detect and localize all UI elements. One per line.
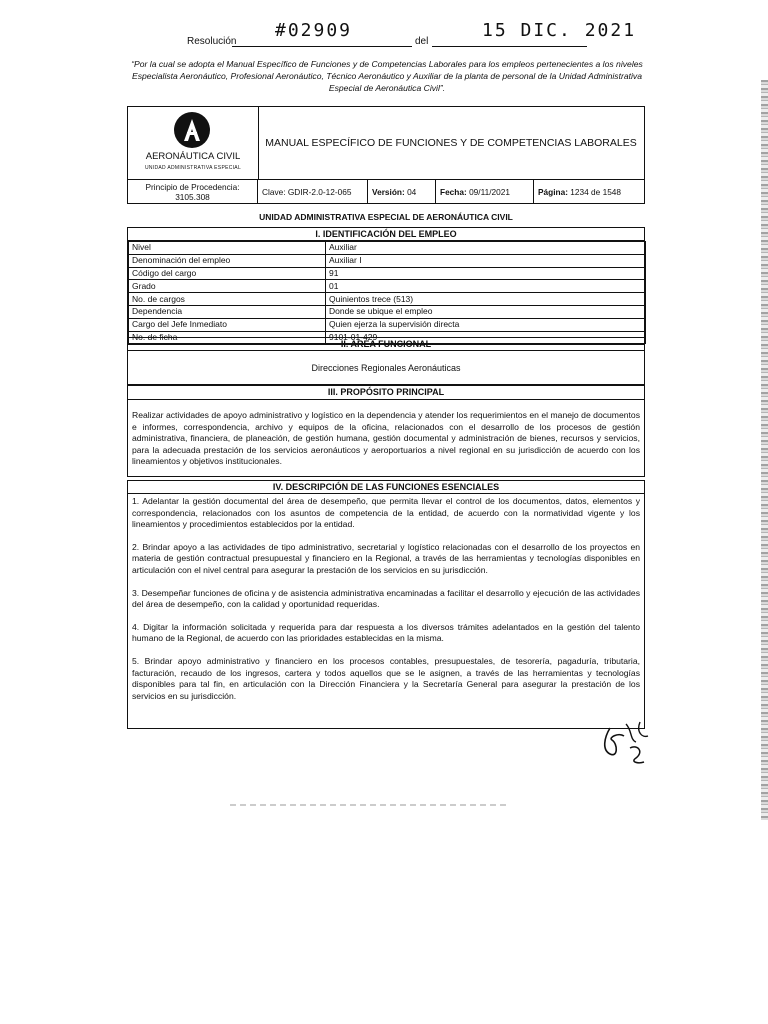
manual-title: MANUAL ESPECÍFICO DE FUNCIONES Y DE COMPETENCIAS LABORALES	[265, 137, 637, 149]
identification-label: Dependencia	[129, 305, 326, 318]
area-section	[127, 337, 645, 385]
identification-value: Auxiliar I	[326, 254, 646, 267]
area-value: Direcciones Regionales Aeronáuticas	[311, 363, 461, 373]
fecha-label: Fecha:	[440, 186, 467, 197]
function-item: 3. Desempeñar funciones de oficina y de asistencia administrativa encaminadas a facilitar el desarrollo y ejecución de las actividades del área de desempeño, con la calidad y oportunidad requeridas.	[132, 587, 640, 610]
pagina-value: 1234 de 1548	[570, 186, 622, 197]
identification-row	[129, 254, 646, 267]
version-label: Versión:	[372, 186, 405, 197]
resolution-number: #02909	[275, 20, 353, 41]
version-value: 04	[407, 186, 417, 197]
functions-title: IV. DESCRIPCIÓN DE LAS FUNCIONES ESENCIALES	[128, 481, 644, 494]
area-title: II. AREA FUNCIONAL	[128, 338, 644, 351]
functions-section	[127, 480, 645, 729]
identification-label: Grado	[129, 280, 326, 293]
identification-label: Cargo del Jefe Inmediato	[129, 318, 326, 331]
purpose-section	[127, 385, 645, 477]
org-subtitle: UNIDAD ADMINISTRATIVA ESPECIAL	[144, 165, 242, 171]
identification-label: Denominación del empleo	[129, 254, 326, 267]
unit-title: UNIDAD ADMINISTRATIVA ESPECIAL DE AERONÁUTICA CIVIL	[259, 212, 513, 222]
identification-row	[129, 267, 646, 280]
document-header	[127, 106, 645, 204]
identification-title: I. IDENTIFICACIÓN DEL EMPLEO	[128, 228, 644, 241]
identification-label: No. de ficha	[129, 331, 326, 344]
fecha-value: 09/11/2021	[469, 186, 510, 197]
identification-row	[129, 280, 646, 293]
function-item: 4. Digitar la información solicitada y requerida para dar respuesta a los diversos trámites adelantados en la gestión del talento humano de la Regional, de acuerdo con las prioridades establecidas en la misma.	[132, 621, 640, 644]
intro-text: “Por la cual se adopta el Manual Específico de Funciones y de Competencias Laborales para los empleos pertenecientes a los niveles Especialista Aeronáutico, Profesional Aeronáutico, Técnico Aeronáutico y Auxiliar de la planta de personal de la Unidad Administrativa Especial de Aeronáutica Civil”.	[131, 59, 643, 93]
identification-table	[128, 241, 646, 344]
fecha-cell	[436, 180, 534, 203]
functions-list	[128, 494, 644, 702]
identification-value: Quinientos trece (513)	[326, 293, 646, 306]
identification-row	[129, 293, 646, 306]
purpose-text: Realizar actividades de apoyo administrativo y logístico en la dependencia y atender los requerimientos en el manejo de documentos e informes, correspondencia, archivo y equipos de la oficina, relacionados con el desarrollo de los procesos de gestión administrativa, financiera, de planeación, de gestión humana, gestión documental y administración de bienes, recursos y servicios, para la adecuada prestación de los servicios aeronáuticos y aeroportuarios a nivel regional en su jurisdicción de acuerdo con los lineamientos y objetivos institucionales.	[132, 410, 640, 467]
identification-value: 91	[326, 267, 646, 280]
function-item: 2. Brindar apoyo a las actividades de tipo administrativo, secretarial y logístico relacionadas con el desarrollo de los proyectos en materia de gestión contractual presupuestal y financiero en la Regional, a través de las herramientas y tecnologías disponibles en articulación con el nivel central para asegurar la prestación de los servicios en su jurisdicción.	[132, 541, 640, 575]
purpose-title: III. PROPÓSITO PRINCIPAL	[128, 386, 644, 400]
resolution-label: Resolución	[187, 36, 237, 47]
version-cell	[368, 180, 436, 203]
org-name: AERONÁUTICA CIVIL	[145, 151, 241, 162]
clave: Clave: GDIR-2.0-12-065	[258, 180, 368, 203]
pagina-cell	[534, 180, 644, 203]
date-underline	[432, 46, 587, 47]
identification-value: 01	[326, 280, 646, 293]
pagina-label: Página:	[538, 186, 568, 197]
identification-label: Código del cargo	[129, 267, 326, 280]
identification-row	[129, 242, 646, 255]
identification-value: Quien ejerza la supervisión directa	[326, 318, 646, 331]
function-item: 1. Adelantar la gestión documental del área de desempeño, que permita llevar el control de los documentos, datos, elementos y correspondencia, relacionados con los asuntos de competencia de la entidad, de acuerdo con la normatividad vigente y los lineamientos y procedimientos establecidos por la entidad.	[132, 496, 640, 530]
identification-value: Auxiliar	[326, 242, 646, 255]
header-meta-row	[128, 179, 644, 203]
date-label: del	[415, 36, 429, 47]
identification-label: Nivel	[129, 242, 326, 255]
principio-procedencia: Principio de Procedencia: 3105.308	[128, 180, 258, 203]
aerocivil-logo-icon	[173, 111, 211, 149]
identification-label: No. de cargos	[129, 293, 326, 306]
function-item: 5. Brindar apoyo administrativo y financiero en los procesos contables, presupuestales, de tesorería, pagaduría, tributaria, facturación, recaudo de los ingresos, cartera y todos aquellos que se le asignen, a través de las herramientas y tecnologías disponibles para tal fin, en articulación con la Dirección Financiera y la Secretaría General para asegurar la prestación de los servicios en su jurisdicción.	[132, 655, 640, 701]
identification-row	[129, 305, 646, 318]
identification-value: Donde se ubique el empleo	[326, 305, 646, 318]
logo-cell	[128, 107, 259, 179]
signature-initials	[596, 718, 666, 768]
scan-artifact	[230, 804, 510, 806]
scan-edge	[761, 80, 768, 820]
resolution-date: 15 DIC. 2021	[482, 20, 637, 41]
resolution-underline	[232, 46, 412, 47]
identification-value: 9101-01-429	[326, 331, 646, 344]
identification-row	[129, 318, 646, 331]
identification-section	[127, 227, 645, 345]
